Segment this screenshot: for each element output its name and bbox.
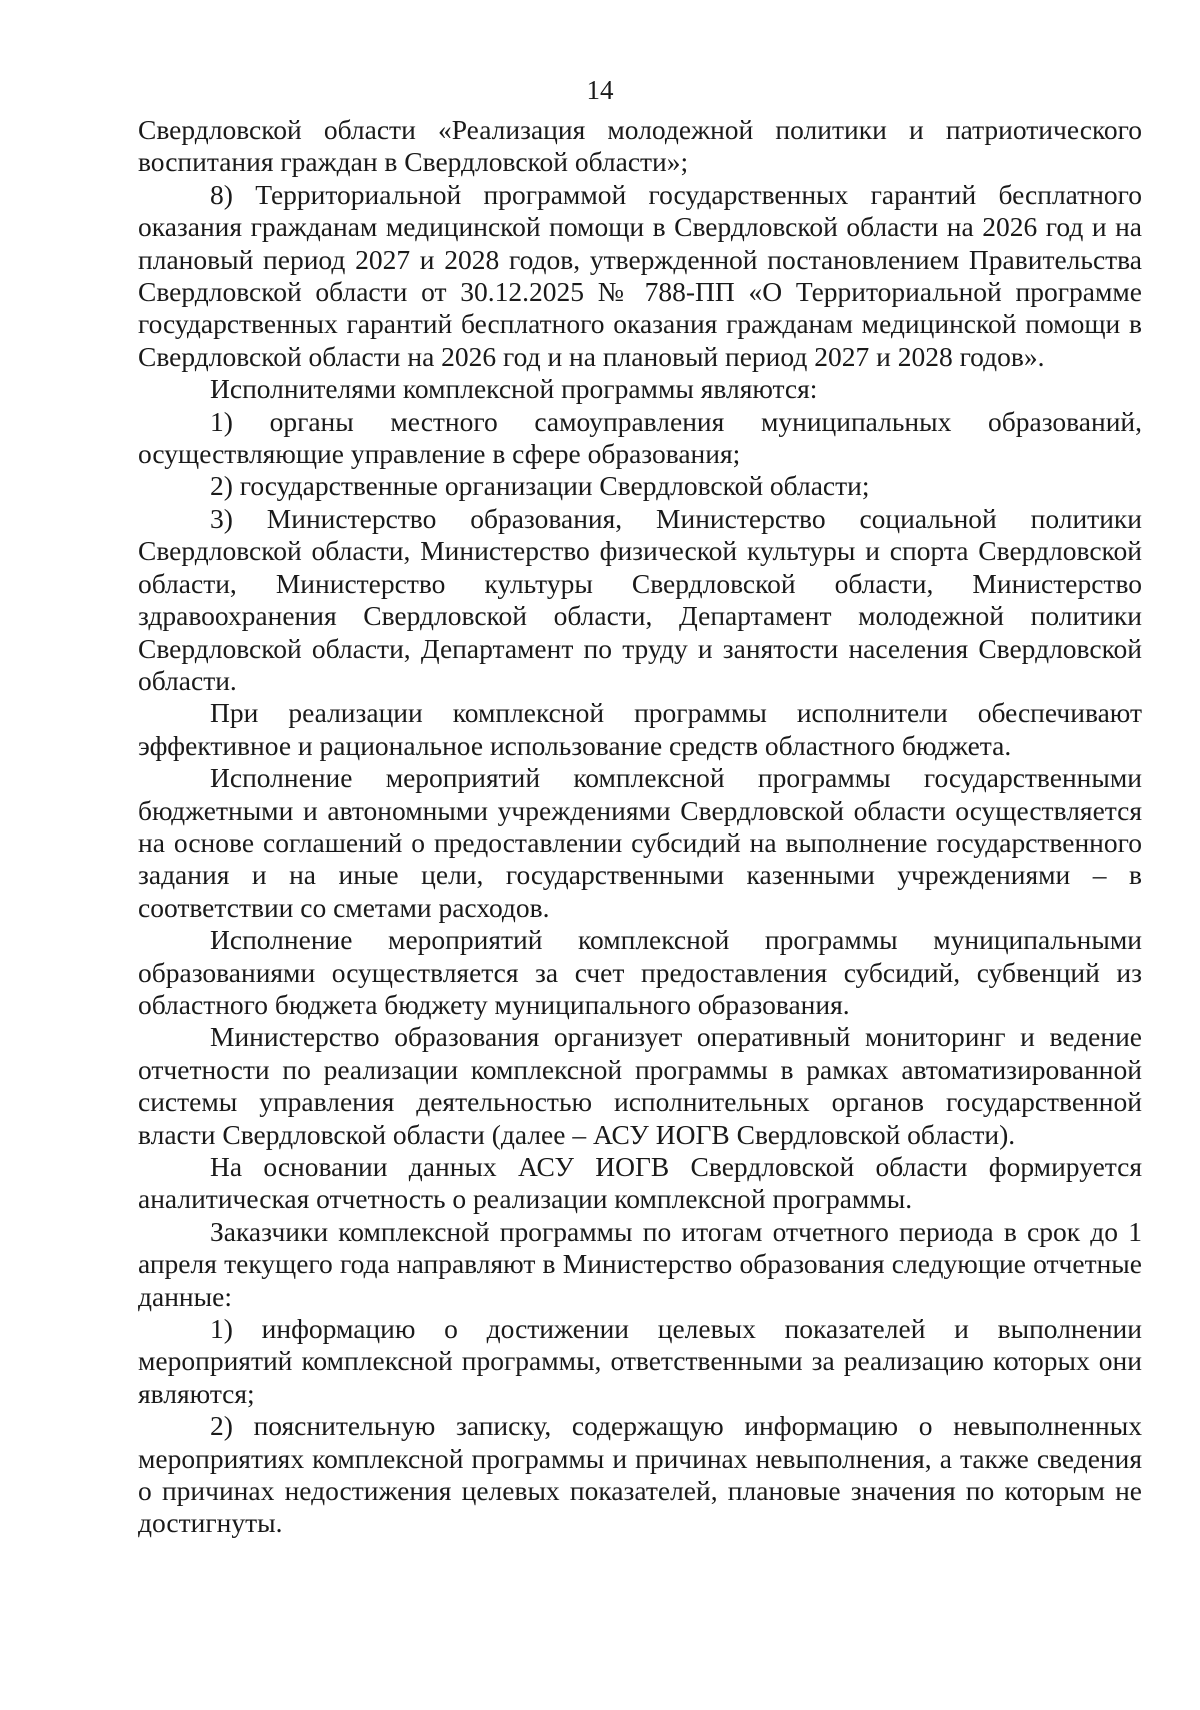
paragraph-state-institutions: Исполнение мероприятий комплексной программы государственными бюджетными и автономными учреждениями Свердловской области осуществляется на основе соглашений о предоставлении субсидий на выполнение государственного задания и на иные цели, государственными казенными учреждениями – в соответствии со сметами расходов. xyxy=(138,762,1142,923)
paragraph-report-item-1: 1) информацию о достижении целевых показателей и выполнении мероприятий комплексной программы, ответственными за реализацию которых они являются; xyxy=(138,1313,1142,1409)
paragraph-executor-3: 3) Министерство образования, Министерство социальной политики Свердловской области, Министерство физической культуры и спорта Свердловской области, Министерство культуры Свердловской области, Министерство здравоохранения Свердловской области, Департамент молодежной политики Свердловской области, Департамент по труду и занятости населения Свердловской области. xyxy=(138,502,1142,696)
paragraph-analytics: На основании данных АСУ ИОГВ Свердловской области формируется аналитическая отчетность о реализации комплексной программы. xyxy=(138,1151,1142,1215)
paragraph-executor-2: 2) государственные организации Свердловской области; xyxy=(210,470,870,502)
paragraph-monitoring: Министерство образования организует оперативный мониторинг и ведение отчетности по реализации комплексной программы в рамках автоматизированной системы управления деятельностью исполнительных органов государственной власти Свердловской области (далее – АСУ ИОГВ Свердловской области). xyxy=(138,1021,1142,1150)
document-body xyxy=(138,114,1142,1540)
paragraph-reporting-deadline: Заказчики комплексной программы по итогам отчетного периода в срок до 1 апреля текущего года направляют в Министерство образования следующие отчетные данные: xyxy=(138,1215,1142,1312)
paragraph-municipal: Исполнение мероприятий комплексной программы муниципальными образованиями осуществляется за счет предоставления субсидий, субвенций из областного бюджета бюджету муниципального образования. xyxy=(138,924,1142,1020)
paragraph-item-8-territorial-program: 8) Территориальной программой государственных гарантий бесплатного оказания гражданам медицинской помощи в Свердловской области на 2026 год и на плановый период 2027 и 2028 годов, утвержденной постановлением Правительства Свердловской области от 30.12.2025 № 788-ПП «О Территориальной программе государственных гарантий бесплатного оказания гражданам медицинской помощи в Свердловской области на 2026 год и на плановый период 2027 и 2028 годов». xyxy=(138,178,1142,372)
paragraph-budget-use: При реализации комплексной программы исполнители обеспечивают эффективное и рациональное использование средств областного бюджета. xyxy=(138,697,1142,761)
paragraph-continuation: Свердловской области «Реализация молодежной политики и патриотического воспитания граждан в Свердловской области»; xyxy=(138,114,1142,178)
paragraph-report-item-2: 2) пояснительную записку, содержащую информацию о невыполненных мероприятиях комплексной программы и причинах невыполнения, а также сведения о причинах недостижения целевых показателей, плановые значения по которым не достигнуты. xyxy=(138,1410,1142,1539)
paragraph-executor-1: 1) органы местного самоуправления муниципальных образований, осуществляющие управление в сфере образования; xyxy=(138,405,1142,470)
paragraph-executors-heading: Исполнителями комплексной программы являются: xyxy=(210,373,818,405)
page-number: 14 xyxy=(586,75,614,105)
